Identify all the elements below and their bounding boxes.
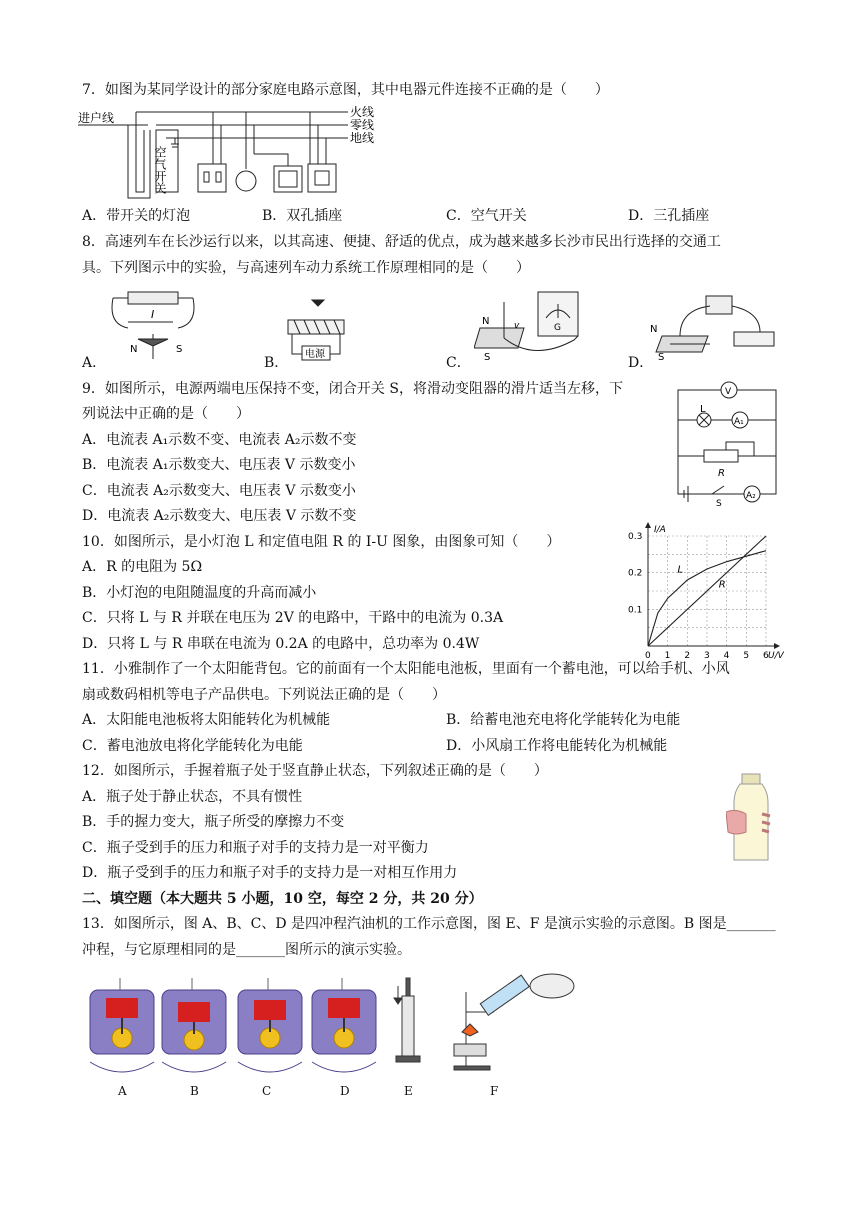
inlet-label: 进户线 — [78, 111, 115, 125]
q10-stem: 10．如图所示，是小灯泡 L 和定值电阻 R 的 I-U 图象，由图象可知（ ） — [82, 534, 561, 550]
q11-option-d: D．小风扇工作将电能转化为机械能 — [446, 738, 668, 754]
hand-holding-bottle-image — [726, 772, 776, 864]
x-tick-label: 5 — [743, 651, 750, 660]
ammeter-a1-label: A₁ — [734, 417, 744, 427]
section-2-heading: 二、填空题（本大题共 5 小题，10 空，每空 2 分，共 20 分） — [82, 891, 483, 907]
engine-d-image — [312, 978, 376, 1072]
x-axis-label: U/V — [768, 651, 784, 660]
q13-engine-figures — [82, 972, 582, 1084]
engine-a-label: A — [118, 1084, 127, 1098]
q13-stem-line2: 冲程，与它原理相同的是_______图所示的演示实验。 — [82, 942, 411, 958]
q8-figure-c-galvanometer — [474, 288, 604, 366]
y-tick-label: 0.2 — [628, 568, 643, 579]
experiment-f-steam-image — [454, 974, 574, 1070]
ground-wire-label: 地线 — [350, 131, 375, 145]
fig-d-south-label: S — [658, 352, 665, 363]
experiment-e-compression-image — [394, 978, 420, 1062]
y-tick-label: 0.1 — [628, 605, 643, 616]
x-tick-label: 6 — [763, 651, 769, 660]
x-tick-label: 0 — [645, 651, 651, 660]
experiment-e-label: E — [404, 1084, 413, 1098]
q8-figure-d-motor-experiment — [650, 292, 780, 366]
engine-b-image — [162, 978, 226, 1072]
y-axis-arrow — [645, 522, 651, 528]
q12-option-c: C．瓶子受到手的压力和瓶子对手的支持力是一对平衡力 — [82, 840, 429, 856]
q9-option-c: C．电流表 A₂示数变大、电压表 V 示数变小 — [82, 483, 356, 499]
q8-option-d: D． — [628, 355, 654, 371]
engine-c-image — [238, 978, 302, 1072]
q12-option-b: B．手的握力变大，瓶子所受的摩擦力不变 — [82, 814, 345, 830]
q10-option-c: C．只将 L 与 R 并联在电压为 2V 的电路中，干路中的电流为 0.3A — [82, 610, 504, 626]
x-tick-label: 2 — [684, 651, 691, 660]
x-axis-arrow — [774, 643, 780, 649]
q8-option-a: A． — [82, 355, 107, 371]
fig-c-galvanometer-label: G — [554, 323, 561, 333]
q11-option-c: C．蓄电池放电将化学能转化为电能 — [82, 738, 303, 754]
q8-option-b: B． — [264, 355, 289, 371]
q13-stem-line1: 13．如图所示，图 A、B、C、D 是四冲程汽油机的工作示意图，图 E、F 是演示实验的示意图。B 图是_______ — [82, 916, 776, 932]
q9-option-d: D．电流表 A₂示数变大、电压表 V 示数不变 — [82, 508, 357, 524]
q8-figure-a-current-needle — [108, 284, 198, 364]
engine-b-label: B — [190, 1084, 199, 1098]
q8-stem-line1: 8．高速列车在长沙运行以来，以其高速、便捷、舒适的优点，成为越来越多长沙市民出行选择的交通工 — [82, 234, 721, 250]
q11-option-a: A．太阳能电池板将太阳能转化为机械能 — [82, 712, 331, 728]
x-tick-label: 1 — [664, 651, 671, 660]
q7-option-b: B．双孔插座 — [262, 208, 343, 224]
fig-b-power-label: 电源 — [305, 349, 325, 360]
fig-c-velocity-label: v — [514, 321, 520, 331]
voltmeter-label: V — [725, 387, 732, 397]
q9-option-a: A．电流表 A₁示数不变、电流表 A₂示数不变 — [82, 432, 357, 448]
q8-figure-b-solenoid — [282, 298, 352, 364]
fig-a-north-label: N — [130, 344, 138, 355]
q9-option-b: B．电流表 A₁示数变大、电压表 V 示数变小 — [82, 457, 356, 473]
fig-a-south-label: S — [176, 344, 183, 355]
x-tick-label: 4 — [723, 651, 730, 660]
q12-stem: 12．如图所示，手握着瓶子处于竖直静止状态，下列叙述正确的是（ ） — [82, 763, 548, 779]
live-wire-label: 火线 — [350, 105, 375, 119]
q7-stem: 7．如图为某同学设计的部分家庭电路示意图，其中电器元件连接不正确的是（ ） — [82, 82, 609, 98]
q7-household-circuit-figure — [78, 104, 408, 200]
neutral-wire-label: 零线 — [350, 118, 375, 132]
y-axis-label: I/A — [654, 525, 666, 535]
q10-option-d: D．只将 L 与 R 串联在电流为 0.2A 的电路中，总功率为 0.4W — [82, 636, 480, 652]
y-tick-label: 0.3 — [628, 532, 643, 542]
q11-stem-line1: 11．小雅制作了一个太阳能背包。它的前面有一个太阳能电池板，里面有一个蓄电池，可以给手机、小风 — [82, 661, 730, 677]
q9-stem-line2: 列说法中正确的是（ ） — [82, 406, 250, 422]
fig-c-south-label: S — [484, 352, 491, 363]
q7-option-d: D．三孔插座 — [628, 208, 710, 224]
q7-option-a: A．带开关的灯泡 — [82, 208, 191, 224]
q7-option-c: C．空气开关 — [446, 208, 527, 224]
q8-stem-line2: 具。下列图示中的实验，与高速列车动力系统工作原理相同的是（ ） — [82, 260, 530, 276]
series-L-label: L — [677, 564, 684, 576]
series-R-label: R — [718, 579, 726, 591]
q12-option-a: A．瓶子处于静止状态，不具有惯性 — [82, 789, 303, 805]
q12-option-d: D．瓶子受到手的压力和瓶子对手的支持力是一对相互作用力 — [82, 865, 458, 881]
engine-d-label: D — [340, 1084, 350, 1098]
engine-a-image — [90, 978, 154, 1072]
q9-stem-line1: 9．如图所示，电源两端电压保持不变，闭合开关 S，将滑动变阻器的滑片适当左移，下 — [82, 381, 623, 397]
q10-option-a: A．R 的电阻为 5Ω — [82, 559, 203, 575]
q11-option-b: B．给蓄电池充电将化学能转化为电能 — [446, 712, 681, 728]
rheostat-label: R — [718, 468, 725, 479]
q9-circuit-figure — [674, 380, 784, 506]
fig-a-current-label: I — [151, 308, 155, 321]
ammeter-a2-label: A₂ — [746, 491, 756, 501]
switch-label: S — [716, 499, 722, 506]
q10-option-b: B．小灯泡的电阻随温度的升高而减小 — [82, 585, 317, 601]
iu-chart — [622, 520, 784, 660]
q11-stem-line2: 扇或数码相机等电子产品供电。下列说法正确的是（ ） — [82, 687, 446, 703]
fig-d-north-label: N — [650, 324, 658, 335]
fig-c-north-label: N — [482, 316, 490, 327]
lamp-label: L — [700, 404, 706, 415]
engine-c-label: C — [262, 1084, 272, 1098]
q8-option-c: C． — [446, 355, 471, 371]
experiment-f-label: F — [490, 1084, 499, 1098]
air-switch-label: 空气开关 — [153, 146, 167, 194]
x-tick-label: 3 — [704, 651, 710, 660]
